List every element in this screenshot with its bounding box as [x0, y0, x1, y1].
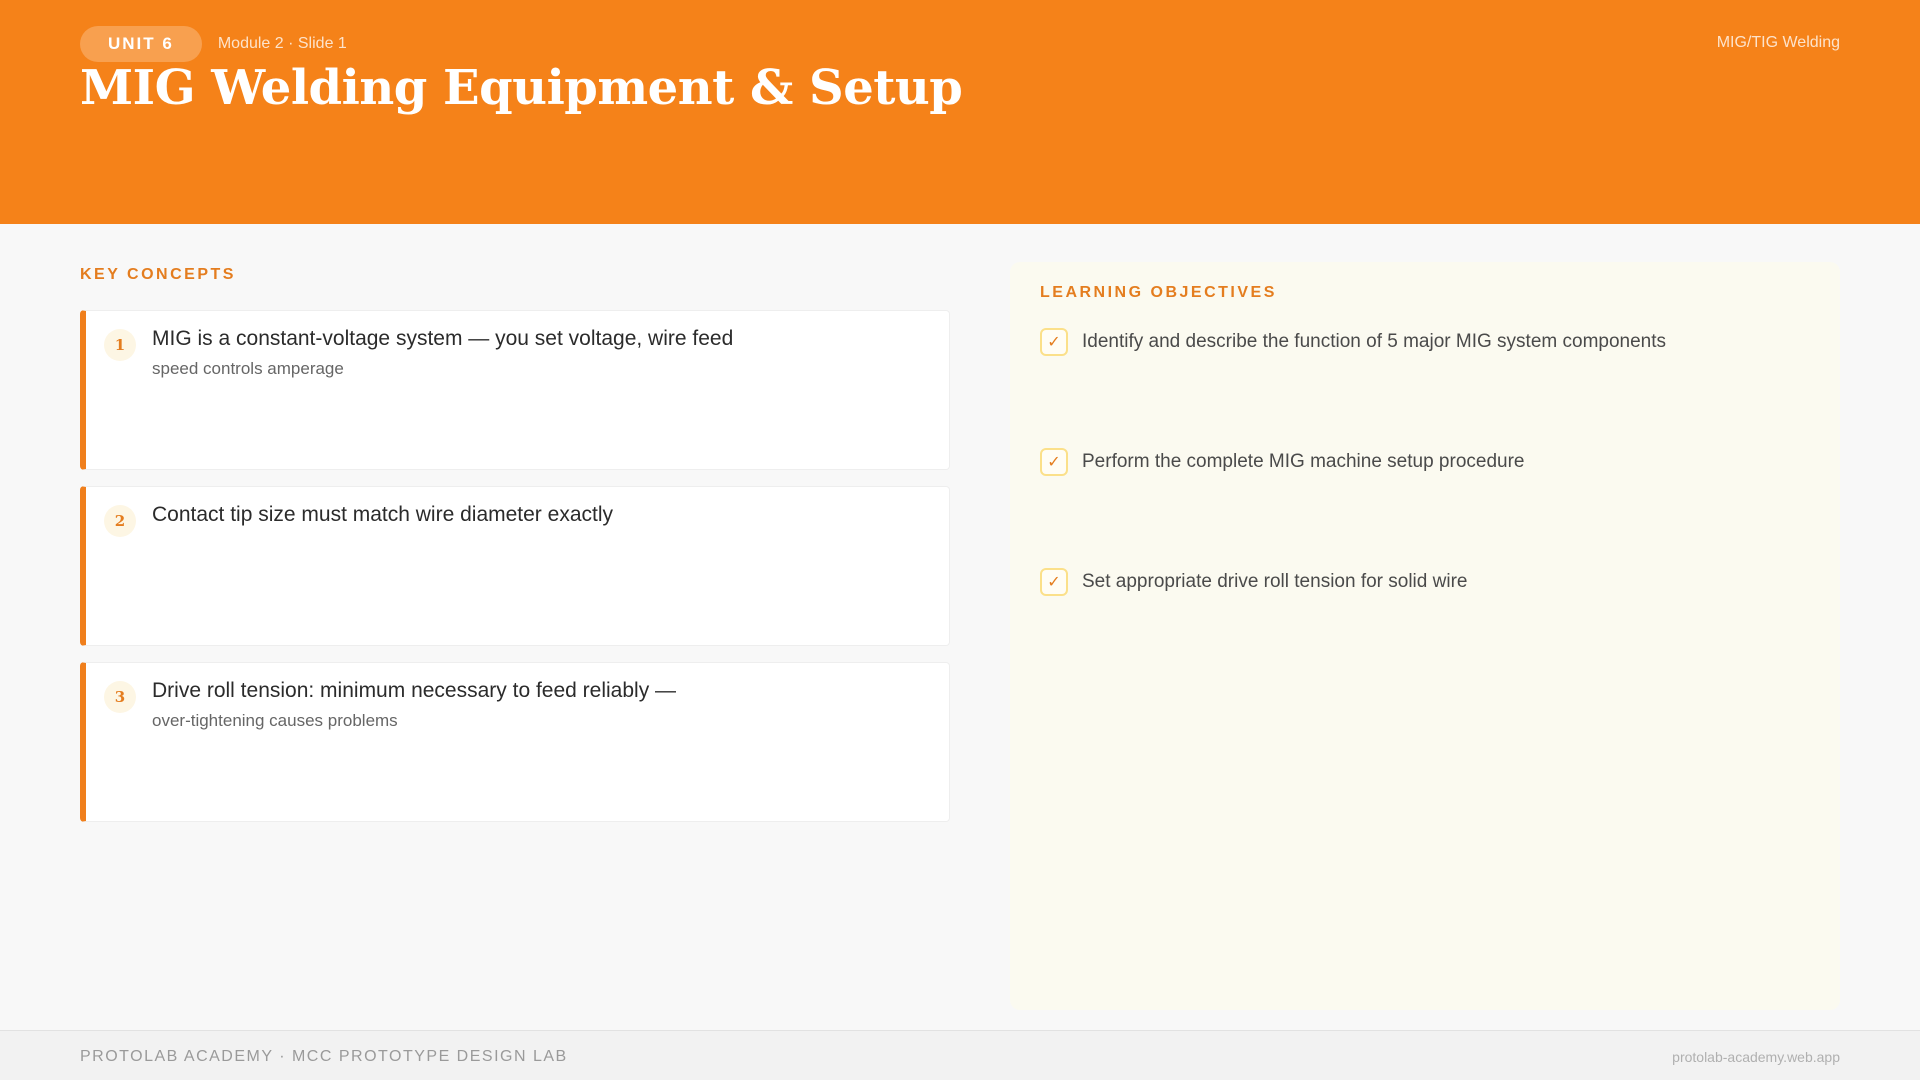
- learning-objectives-heading: LEARNING OBJECTIVES: [1040, 284, 1277, 301]
- module-slide-label: Module 2 · Slide 1: [217, 35, 347, 52]
- checkmark-icon: ✓: [1040, 328, 1068, 356]
- slide-footer: [0, 1030, 1920, 1080]
- concept-card: [80, 310, 950, 470]
- concept-text: Contact tip size must match wire diameter exactly: [152, 503, 613, 526]
- footer-url: protolab-academy.web.app: [1672, 1049, 1840, 1065]
- objective-item: [1040, 448, 1524, 476]
- concept-text: MIG is a constant-voltage system — you set voltage, wire feed: [152, 327, 734, 350]
- concept-number-badge: 1: [104, 329, 136, 361]
- concept-card: [80, 662, 950, 822]
- course-label: MIG/TIG Welding: [1716, 34, 1840, 51]
- concept-subtext: over-tightening causes problems: [152, 711, 398, 730]
- unit-badge: UNIT 6: [80, 26, 202, 62]
- concept-number-badge: 2: [104, 505, 136, 537]
- footer-organization: PROTOLAB ACADEMY · MCC PROTOTYPE DESIGN LAB: [80, 1048, 568, 1065]
- checkmark-icon: ✓: [1040, 448, 1068, 476]
- objective-text: Set appropriate drive roll tension for solid wire: [1082, 571, 1468, 592]
- objective-text: Identify and describe the function of 5 major MIG system components: [1082, 331, 1667, 352]
- objective-item: [1040, 328, 1666, 356]
- objective-item: [1040, 568, 1467, 596]
- concept-text: Drive roll tension: minimum necessary to feed reliably —: [152, 679, 677, 702]
- checkmark-icon: ✓: [1040, 568, 1068, 596]
- slide-title: MIG Welding Equipment & Setup: [80, 60, 963, 116]
- concept-subtext: speed controls amperage: [152, 359, 344, 378]
- learning-objectives-panel: [1010, 262, 1840, 1010]
- slide-header: [0, 0, 1920, 224]
- key-concepts-heading: KEY CONCEPTS: [80, 266, 236, 283]
- objective-text: Perform the complete MIG machine setup procedure: [1082, 451, 1525, 472]
- concept-number-badge: 3: [104, 681, 136, 713]
- header-meta: [80, 26, 347, 62]
- concept-card: [80, 486, 950, 646]
